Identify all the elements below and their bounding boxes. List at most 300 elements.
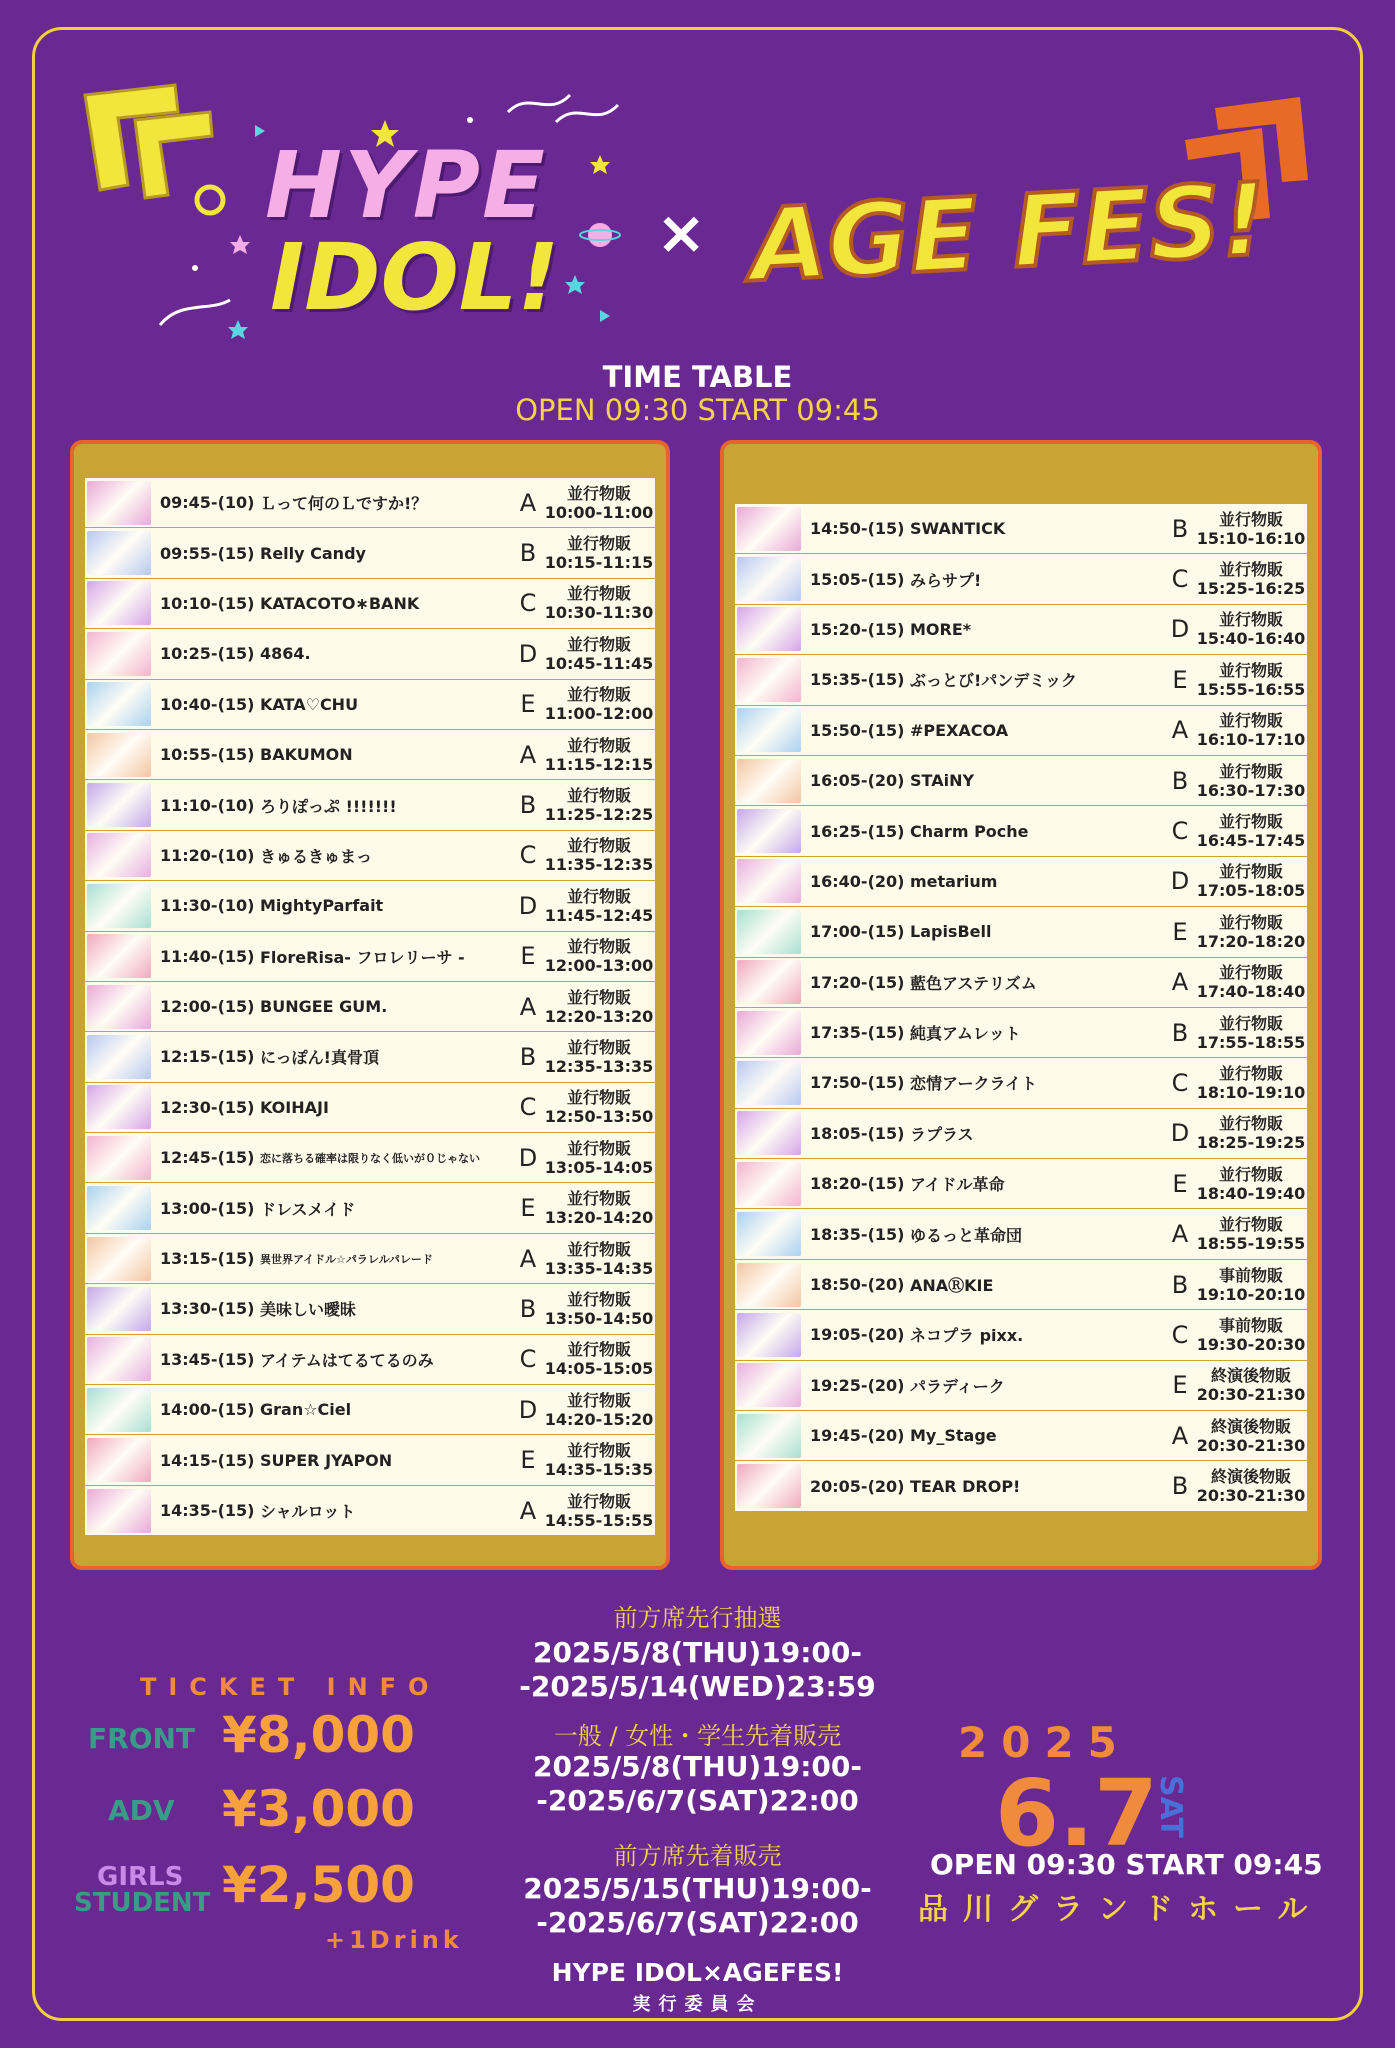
artist-name: シャルロット	[260, 1502, 356, 1521]
artist-photo	[87, 581, 151, 625]
timetable-row	[85, 1385, 655, 1435]
sale-3-start: 2025/5/15(THU)19:00-	[523, 1872, 872, 1905]
goods-time: 14:35-15:35	[544, 1460, 654, 1480]
artist-name: My_Stage	[910, 1426, 997, 1446]
artist-photo	[737, 1162, 801, 1206]
artist-name: KATACOTO∗BANK	[260, 593, 420, 613]
artist-name: FloreRisa- フロレリーサ -	[260, 947, 465, 967]
performance-time: 11:20-(10)	[160, 845, 255, 865]
goods-time: 14:20-15:20	[544, 1409, 654, 1429]
event-year: 2025	[958, 1718, 1131, 1767]
goods-sale	[1195, 1266, 1307, 1304]
performance-time: 18:35-(15)	[810, 1224, 905, 1244]
timetable-row	[735, 605, 1307, 655]
timetable-subtitle: OPEN 09:30 START 09:45	[515, 393, 880, 427]
goods-sale	[1195, 661, 1307, 699]
performance-time: 14:15-(15)	[160, 1450, 255, 1470]
artist-name: アイドル革命	[910, 1175, 1005, 1195]
performance-time: 12:15-(15)	[160, 1047, 255, 1067]
sale-1-end: -2025/5/14(WED)23:59	[519, 1670, 876, 1703]
artist-name: Relly Candy	[260, 543, 366, 563]
stage-letter: D	[1170, 867, 1190, 896]
drink-note: +1Drink	[325, 1926, 463, 1954]
artist-name: ろりぽっぷ !!!!!!!	[260, 796, 397, 816]
goods-time: 20:30-21:30	[1196, 1486, 1306, 1506]
artist-photo	[87, 1136, 151, 1180]
goods-time: 17:55-18:55	[1196, 1032, 1306, 1052]
artist-photo	[737, 910, 801, 954]
goods-sale	[1195, 1014, 1307, 1052]
timetable-row	[85, 1435, 655, 1485]
artist-name: ドレスメイド	[260, 1199, 356, 1219]
timetable-row	[735, 1008, 1307, 1058]
goods-sale	[543, 1189, 655, 1227]
artist-photo	[87, 682, 151, 726]
goods-label: 並行物販	[1218, 963, 1283, 983]
timetable-row	[735, 1411, 1307, 1461]
goods-label: 並行物販	[1218, 1114, 1283, 1134]
artist-name: 4864.	[260, 644, 311, 664]
performance-time: 11:10-(10)	[160, 795, 255, 815]
artist-name: 恋に落ちる確率は限りなく低いが０じゃない	[260, 1151, 480, 1165]
goods-label: 並行物販	[1218, 1215, 1283, 1235]
timetable-row	[85, 730, 655, 780]
artist-name: ネコプラ pixx.	[910, 1326, 1024, 1346]
event-date: 6.7	[995, 1760, 1158, 1867]
goods-sale	[543, 1492, 655, 1530]
ticket-info-title: TICKET INFO	[140, 1673, 441, 1701]
stage-letter: B	[519, 1294, 537, 1323]
artist-photo	[87, 1438, 151, 1482]
artist-photo	[87, 1035, 151, 1079]
artist-photo	[737, 960, 801, 1004]
artist-name: にっぽん!真骨頂	[260, 1048, 379, 1068]
performance-time: 20:05-(20)	[810, 1476, 905, 1496]
stage-letter: C	[1171, 1068, 1189, 1097]
goods-label: 並行物販	[566, 1390, 631, 1410]
artist-photo	[737, 759, 801, 803]
artist-photo	[737, 1363, 801, 1407]
stage-letter: B	[519, 539, 537, 568]
performance-time: 09:45-(10)	[160, 493, 255, 513]
stage-letter: E	[1172, 1371, 1188, 1400]
artist-name: TEAR DROP!	[910, 1476, 1021, 1496]
stage-letter: A	[1171, 1220, 1189, 1249]
timetable-row	[735, 907, 1307, 957]
goods-label: 並行物販	[1218, 560, 1283, 580]
performance-time: 13:45-(15)	[160, 1349, 255, 1369]
artist-name: metarium	[910, 871, 998, 891]
goods-label: 並行物販	[1218, 912, 1283, 932]
goods-sale	[543, 534, 655, 572]
artist-name: KOIHAJI	[260, 1097, 329, 1117]
performance-time: 13:15-(15)	[160, 1249, 255, 1269]
goods-sale	[1195, 610, 1307, 648]
artist-name: KATA♡CHU	[260, 694, 359, 714]
goods-time: 20:30-21:30	[1196, 1385, 1306, 1405]
performance-time: 17:35-(15)	[810, 1023, 905, 1043]
performance-time: 19:25-(20)	[810, 1375, 905, 1395]
artist-photo	[87, 1388, 151, 1432]
performance-time: 12:45-(15)	[160, 1148, 255, 1168]
stage-letter: E	[520, 942, 536, 971]
timetable-row	[735, 1159, 1307, 1209]
artist-photo	[737, 1464, 801, 1508]
goods-sale	[543, 1088, 655, 1126]
front-price: ¥8,000	[222, 1706, 415, 1764]
artist-photo	[737, 1212, 801, 1256]
goods-sale	[1195, 1316, 1307, 1354]
artist-name: #PEXACOA	[910, 720, 1009, 740]
timetable-title: TIME TABLE	[602, 360, 793, 394]
performance-time: 13:00-(15)	[160, 1198, 255, 1218]
timetable-row	[85, 680, 655, 730]
artist-name: BUNGEE GUM.	[260, 997, 388, 1017]
performance-time: 19:05-(20)	[810, 1325, 905, 1345]
goods-label: 並行物販	[1218, 1164, 1283, 1184]
stage-letter: C	[519, 1093, 537, 1122]
stage-letter: E	[520, 1446, 536, 1475]
performance-time: 18:05-(15)	[810, 1123, 905, 1143]
artist-photo	[737, 658, 801, 702]
goods-time: 11:45-12:45	[544, 905, 654, 925]
artist-photo	[87, 632, 151, 676]
performance-time: 17:20-(15)	[810, 972, 905, 992]
goods-label: 並行物販	[566, 1138, 631, 1158]
goods-sale	[543, 685, 655, 723]
goods-time: 17:05-18:05	[1196, 881, 1306, 901]
performance-time: 12:00-(15)	[160, 997, 255, 1017]
timetable-row	[85, 579, 655, 629]
goods-time: 20:30-21:30	[1196, 1435, 1306, 1455]
timetable-row	[735, 1361, 1307, 1411]
artist-photo	[87, 1489, 151, 1533]
goods-time: 10:15-11:15	[544, 553, 654, 573]
stage-letter: A	[519, 1496, 537, 1525]
stage-letter: A	[1171, 1421, 1189, 1450]
performance-time: 17:00-(15)	[810, 922, 905, 942]
artist-photo	[87, 833, 151, 877]
sale-2-end: -2025/6/7(SAT)22:00	[536, 1784, 859, 1817]
logo-hype-text: HYPE	[265, 132, 547, 239]
timetable-row	[85, 1234, 655, 1284]
goods-label: 並行物販	[566, 735, 631, 755]
goods-time: 12:00-13:00	[544, 956, 654, 976]
timetable-row	[85, 1083, 655, 1133]
performance-time: 11:40-(15)	[160, 946, 255, 966]
goods-time: 11:00-12:00	[544, 704, 654, 724]
artist-name: パラディーク	[910, 1376, 1005, 1396]
goods-sale	[543, 887, 655, 925]
goods-time: 13:05-14:05	[544, 1157, 654, 1177]
performance-time: 14:35-(15)	[160, 1501, 255, 1520]
goods-label: 並行物販	[566, 1340, 631, 1360]
logo-agefes-text: AGE FES!	[747, 160, 1270, 305]
performance-time: 10:40-(15)	[160, 694, 255, 714]
goods-sale	[543, 584, 655, 622]
artist-photo	[737, 1313, 801, 1357]
timetable-row	[735, 706, 1307, 756]
timetable-row	[85, 1284, 655, 1334]
stage-letter: B	[1171, 1472, 1189, 1501]
goods-time: 13:20-14:20	[544, 1208, 654, 1228]
performance-time: 10:10-(15)	[160, 593, 255, 613]
artist-name: SWANTICK	[910, 519, 1006, 539]
performance-time: 15:20-(15)	[810, 619, 905, 639]
goods-label: 並行物販	[1218, 862, 1283, 882]
goods-label: 並行物販	[566, 1037, 631, 1057]
artist-name: ゆるっと革命団	[910, 1225, 1023, 1245]
artist-name: STAiNY	[910, 771, 975, 791]
girls-student-price: ¥2,500	[222, 1856, 415, 1914]
timetable-row	[735, 1260, 1307, 1310]
goods-sale	[543, 1441, 655, 1479]
stage-letter: E	[520, 1194, 536, 1223]
sale-2-heading: 一般 / 女性・学生先着販売	[553, 1722, 842, 1750]
stage-letter: C	[1171, 1320, 1189, 1349]
goods-time: 18:55-19:55	[1196, 1234, 1306, 1254]
stage-letter: A	[1171, 968, 1189, 997]
stage-letter: C	[1171, 817, 1189, 846]
stage-letter: D	[1170, 615, 1190, 644]
goods-sale	[1195, 1114, 1307, 1152]
stage-letter: B	[1171, 514, 1189, 543]
artist-photo	[87, 531, 151, 575]
adv-label: ADV	[108, 1794, 175, 1827]
artist-photo	[737, 1263, 801, 1307]
timetable-row	[85, 831, 655, 881]
goods-time: 11:15-12:15	[544, 754, 654, 774]
timetable-row	[735, 1310, 1307, 1360]
artist-name: 藍色アステリズム	[910, 973, 1037, 993]
stage-letter: E	[1172, 917, 1188, 946]
artist-name: ANAⓇKIE	[910, 1276, 994, 1296]
goods-time: 12:35-13:35	[544, 1056, 654, 1076]
artist-name: Charm Poche	[910, 821, 1029, 841]
goods-label: 並行物販	[566, 886, 631, 906]
artist-photo	[87, 481, 151, 525]
goods-time: 13:35-14:35	[544, 1258, 654, 1278]
student-label: STUDENT	[74, 1888, 211, 1918]
timetable-row	[85, 528, 655, 578]
event-day-of-week: SAT	[1153, 1775, 1188, 1838]
timetable-row	[735, 806, 1307, 856]
performance-time: 13:30-(15)	[160, 1299, 255, 1319]
artist-photo	[737, 859, 801, 903]
goods-time: 11:25-12:25	[544, 805, 654, 825]
goods-label: 終演後物販	[1210, 1366, 1291, 1386]
goods-label: 終演後物販	[1210, 1467, 1291, 1487]
sale-1-heading: 前方席先行抽選	[613, 1604, 782, 1632]
timetable-row	[735, 655, 1307, 705]
girls-label: GIRLS	[97, 1862, 184, 1892]
artist-photo	[737, 1061, 801, 1105]
goods-sale	[1195, 510, 1307, 548]
goods-label: 並行物販	[1218, 711, 1283, 731]
goods-label: 並行物販	[566, 1441, 631, 1461]
artist-photo	[737, 607, 801, 651]
goods-sale	[543, 1139, 655, 1177]
goods-time: 15:55-16:55	[1196, 679, 1306, 699]
goods-sale	[543, 1240, 655, 1278]
artist-name: LapisBell	[910, 922, 992, 942]
artist-name: SUPER JYAPON	[260, 1450, 393, 1470]
timetable-row	[735, 958, 1307, 1008]
goods-sale	[1195, 1467, 1307, 1505]
artist-name: 美味しい曖昧	[260, 1300, 357, 1320]
performance-time: 11:30-(10)	[160, 896, 255, 916]
organizer-committee: 実行委員会	[632, 1994, 763, 2015]
performance-time: 19:45-(20)	[810, 1426, 905, 1446]
timetable-row	[735, 1209, 1307, 1259]
goods-time: 15:25-16:25	[1196, 579, 1306, 599]
performance-time: 16:40-(20)	[810, 871, 905, 891]
goods-label: 並行物販	[1218, 812, 1283, 832]
goods-time: 11:35-12:35	[544, 855, 654, 875]
goods-label: 並行物販	[1218, 660, 1283, 680]
performance-time: 10:25-(15)	[160, 644, 255, 664]
goods-time: 10:00-11:00	[544, 502, 654, 522]
stage-letter: E	[1172, 1169, 1188, 1198]
goods-sale	[543, 786, 655, 824]
goods-sale	[1195, 560, 1307, 598]
goods-time: 16:45-17:45	[1196, 831, 1306, 851]
goods-time: 17:40-18:40	[1196, 982, 1306, 1002]
performance-time: 18:50-(20)	[810, 1275, 905, 1295]
goods-sale	[1195, 963, 1307, 1001]
goods-time: 13:50-14:50	[544, 1308, 654, 1328]
timetable-row	[85, 629, 655, 679]
performance-time: 18:20-(15)	[810, 1174, 905, 1194]
stage-letter: B	[519, 1042, 537, 1071]
performance-time: 14:00-(15)	[160, 1400, 255, 1420]
timetable-row	[85, 982, 655, 1032]
goods-sale	[1195, 1215, 1307, 1253]
timetable-row	[735, 504, 1307, 554]
goods-label: 並行物販	[566, 534, 631, 554]
timetable-row	[85, 780, 655, 830]
artist-name: みらサプ!	[910, 570, 982, 590]
goods-time: 16:10-17:10	[1196, 730, 1306, 750]
performance-time: 15:35-(15)	[810, 670, 905, 690]
stage-letter: D	[518, 1143, 538, 1172]
artist-photo	[87, 733, 151, 777]
stage-letter: A	[519, 740, 537, 769]
goods-label: 終演後物販	[1210, 1416, 1291, 1436]
performance-time: 15:50-(15)	[810, 720, 905, 740]
timetable-row	[85, 478, 655, 528]
goods-label: 並行物販	[566, 987, 631, 1007]
goods-time: 18:25-19:25	[1196, 1133, 1306, 1153]
sale-3-end: -2025/6/7(SAT)22:00	[536, 1906, 859, 1939]
goods-time: 19:30-20:30	[1196, 1334, 1306, 1354]
goods-label: 並行物販	[566, 1189, 631, 1209]
event-logo	[0, 0, 1395, 350]
goods-label: 並行物販	[1218, 610, 1283, 630]
artist-photo	[87, 934, 151, 978]
performance-time: 12:30-(15)	[160, 1097, 255, 1117]
stage-letter: D	[518, 639, 538, 668]
goods-label: 並行物販	[566, 937, 631, 957]
artist-photo	[87, 1237, 151, 1281]
stage-letter: C	[519, 1345, 537, 1374]
timetable-rows-left	[85, 478, 655, 1536]
goods-time: 14:55-15:55	[544, 1510, 654, 1530]
goods-label: 並行物販	[1218, 761, 1283, 781]
sale-2-start: 2025/5/8(THU)19:00-	[533, 1750, 862, 1783]
timetable-row	[735, 756, 1307, 806]
event-venue: 品川グランドホール	[918, 1892, 1323, 1927]
goods-sale	[1195, 913, 1307, 951]
artist-name: Ｌって何のＬですか!？	[260, 494, 428, 514]
artist-photo	[87, 1287, 151, 1331]
timetable-row	[735, 1058, 1307, 1108]
stage-letter: B	[1171, 766, 1189, 795]
timetable-panel-right	[720, 440, 1322, 1570]
goods-sale	[543, 484, 655, 522]
stage-letter: B	[1171, 1270, 1189, 1299]
performance-time: 15:05-(15)	[810, 569, 905, 589]
artist-photo	[737, 1111, 801, 1155]
artist-photo	[87, 1337, 151, 1381]
artist-name: 恋情アークライト	[910, 1074, 1038, 1094]
artist-photo	[737, 507, 801, 551]
goods-label: 並行物販	[566, 483, 631, 503]
goods-time: 17:20-18:20	[1196, 931, 1306, 951]
sale-3-heading: 前方席先着販売	[613, 1842, 782, 1870]
goods-label: 事前物販	[1218, 1315, 1283, 1335]
stage-letter: A	[519, 488, 537, 517]
adv-price: ¥3,000	[222, 1780, 415, 1838]
goods-time: 15:10-16:10	[1196, 528, 1306, 548]
artist-photo	[87, 1085, 151, 1129]
timetable-row	[735, 1109, 1307, 1159]
goods-sale	[1195, 812, 1307, 850]
goods-sale	[1195, 1064, 1307, 1102]
logo-cross: ×	[656, 198, 707, 268]
artist-name: 純真アムレット	[910, 1024, 1021, 1044]
timetable-row	[85, 932, 655, 982]
goods-sale	[543, 1391, 655, 1429]
goods-sale	[1195, 762, 1307, 800]
timetable-row	[85, 1032, 655, 1082]
artist-name: BAKUMON	[260, 745, 353, 765]
timetable-row	[85, 1335, 655, 1385]
performance-time: 16:05-(20)	[810, 771, 905, 791]
goods-time: 14:05-15:05	[544, 1359, 654, 1379]
artist-photo	[87, 783, 151, 827]
performance-time: 14:50-(15)	[810, 519, 905, 539]
artist-name: 異世界アイドル☆パラレルパレード	[260, 1252, 433, 1266]
organizer-name: HYPE IDOL×AGEFES!	[551, 1958, 844, 1987]
goods-label: 並行物販	[566, 786, 631, 806]
performance-time: 10:55-(15)	[160, 745, 255, 765]
goods-sale	[543, 736, 655, 774]
front-label: FRONT	[88, 1722, 196, 1755]
timetable-row	[735, 554, 1307, 604]
performance-time: 09:55-(15)	[160, 543, 255, 563]
logo-idol-text: IDOL!	[270, 224, 560, 331]
goods-label: 並行物販	[566, 836, 631, 856]
stage-letter: C	[519, 841, 537, 870]
artist-photo	[737, 557, 801, 601]
goods-sale	[543, 988, 655, 1026]
timetable-row	[735, 1461, 1307, 1511]
goods-time: 10:30-11:30	[544, 603, 654, 623]
goods-sale	[543, 1290, 655, 1328]
artist-name: MightyParfait	[260, 896, 384, 916]
goods-time: 19:10-20:10	[1196, 1284, 1306, 1304]
